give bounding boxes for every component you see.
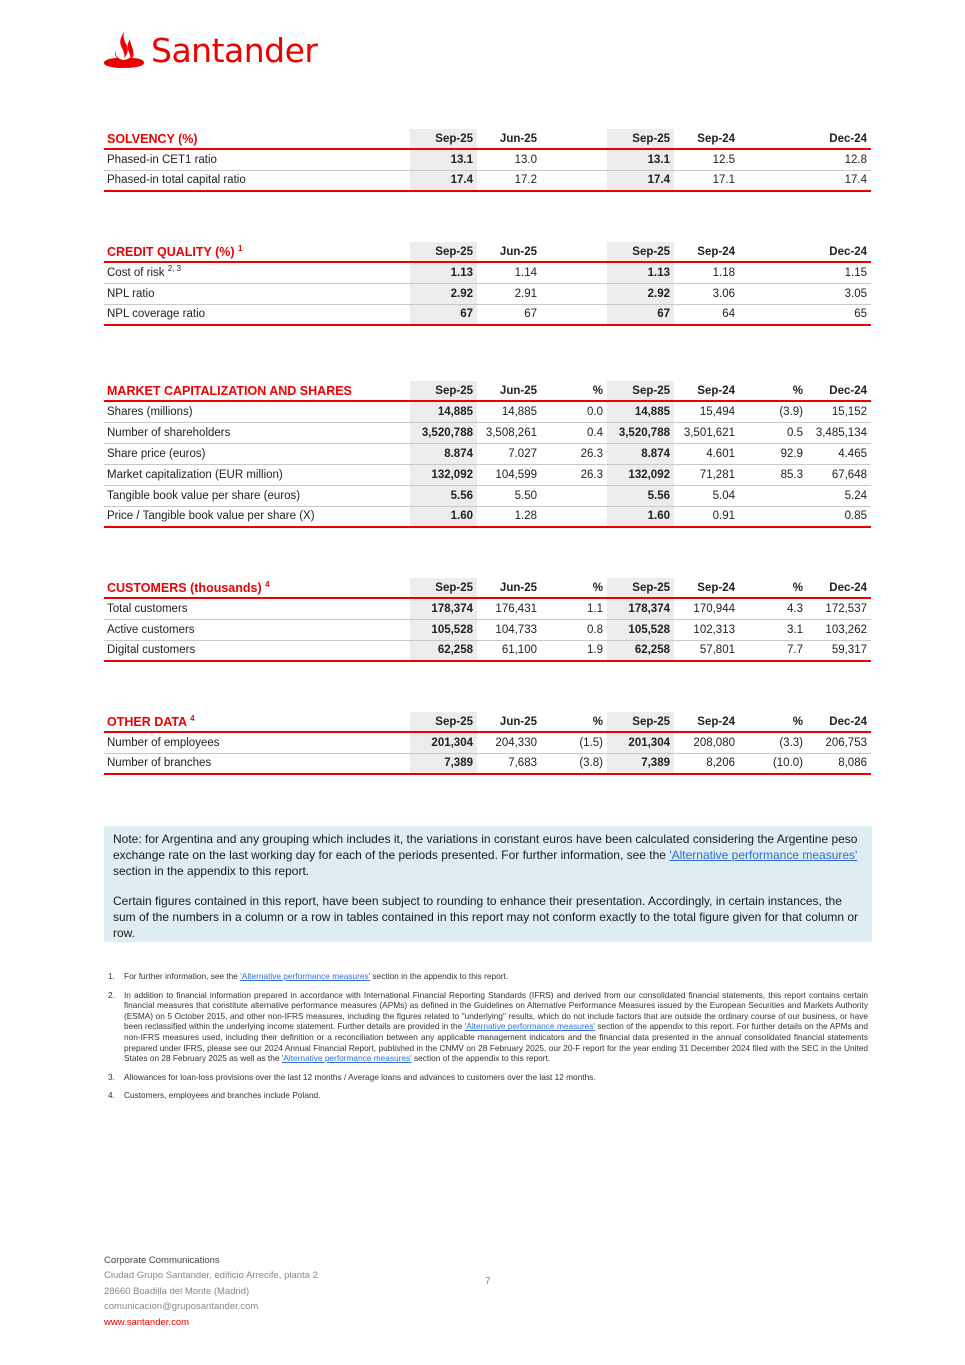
cell: 65 [854, 308, 867, 321]
solvency-table [104, 129, 871, 192]
footnote-ref: 1 [238, 243, 243, 253]
col-header: Sep-25 [410, 578, 477, 598]
cell: 132,092 [410, 464, 477, 485]
cell: 3,520,788 [410, 422, 477, 443]
table-header-row [104, 381, 871, 401]
col-header: Sep-25 [410, 712, 477, 732]
department: Corporate Communications [104, 1255, 220, 1266]
contact-info [104, 1253, 318, 1330]
cell: 92.9 [780, 447, 803, 460]
row-label: Price / Tangible book value per share (X) [107, 510, 315, 523]
cell: 15,152 [831, 405, 867, 418]
cell: 1.18 [712, 266, 735, 279]
cell: 3,508,261 [485, 426, 537, 439]
cell: 5.56 [607, 485, 674, 506]
row-label: NPL ratio [107, 287, 155, 300]
cell: 7,389 [607, 753, 674, 774]
table-row [104, 640, 871, 661]
row-label: Market capitalization (EUR million) [107, 468, 283, 481]
cell: 170,944 [693, 602, 735, 615]
cell: 12.5 [712, 153, 735, 166]
cell: 1.14 [514, 266, 537, 279]
row-label: Number of employees [107, 736, 220, 749]
cell: 62,258 [607, 640, 674, 661]
footnote-3: 3. Allowances for loan-loss provisions over the last 12 months / Average loans and advances to customers over the last 12 months. [108, 1071, 596, 1082]
cell [739, 262, 807, 283]
row-label: Phased-in total capital ratio [107, 174, 246, 187]
col-header [739, 129, 807, 149]
cell: 3.05 [844, 287, 867, 300]
table-title: CUSTOMERS (thousands) $^4$ [107, 579, 270, 595]
col-header: Sep-24 [697, 132, 735, 145]
cell: 17.4 [607, 170, 674, 191]
col-header: % [592, 715, 603, 728]
cell: 3,485,134 [815, 426, 867, 439]
row-label: Shares (millions) [107, 405, 193, 418]
col-header: Sep-24 [697, 715, 735, 728]
col-header: % [792, 715, 803, 728]
col-header: Jun-25 [499, 132, 537, 145]
row-label: Number of branches [107, 757, 212, 770]
cell [739, 506, 807, 527]
footnotes [108, 971, 868, 1109]
cell: 201,304 [410, 732, 477, 753]
cell: 201,304 [607, 732, 674, 753]
cell [739, 304, 807, 325]
cell: 67 [524, 308, 537, 321]
footnote-ref: 4 [190, 713, 195, 723]
cell [541, 149, 607, 170]
cell: 178,374 [607, 598, 674, 619]
cell: 12.8 [844, 153, 867, 166]
table-row [104, 262, 871, 283]
cell: 13.0 [514, 153, 537, 166]
col-header: Dec-24 [829, 132, 867, 145]
cell: 3,520,788 [607, 422, 674, 443]
col-header: Sep-25 [410, 381, 477, 401]
col-header: Sep-25 [607, 712, 674, 732]
cell [739, 485, 807, 506]
cell: 2.92 [410, 283, 477, 304]
cell: 17.1 [712, 174, 735, 187]
row-label: Share price (euros) [107, 447, 206, 460]
cell: 67 [607, 304, 674, 325]
table-row [104, 485, 871, 506]
cell: 13.1 [607, 149, 674, 170]
cell: 172,537 [825, 602, 867, 615]
row-label: Phased-in CET1 ratio [107, 153, 217, 166]
cell [541, 283, 607, 304]
cell: 17.2 [514, 174, 537, 187]
cell: 67,648 [831, 468, 867, 481]
cell: 3.1 [787, 623, 803, 636]
cell: 4.465 [838, 447, 867, 460]
note-paragraph: Note: for Argentina and any grouping which includes it, the variations in constant euros have been calculated considering the Argentine peso exchange rate on the last working day for each of the periods presented. For further information, see the 'Alternative performance measures' section in the appendix to this report. [113, 832, 858, 878]
cell: 4.601 [706, 447, 735, 460]
col-header: % [592, 581, 603, 594]
cell: 14,885 [607, 401, 674, 422]
cell: 1.28 [514, 510, 537, 523]
col-header: Sep-25 [410, 129, 477, 149]
cell: 8.874 [607, 443, 674, 464]
row-label: Active customers [107, 623, 195, 636]
col-header: Jun-25 [499, 245, 537, 258]
apm-link[interactable]: 'Alternative performance measures' [669, 848, 858, 862]
santander-logo [103, 31, 317, 69]
table-row [104, 149, 871, 170]
cell: 26.3 [580, 468, 603, 481]
col-header: Sep-25 [607, 242, 674, 262]
col-header: Dec-24 [829, 581, 867, 594]
customers-table [104, 578, 871, 662]
table-row [104, 619, 871, 640]
cell: 17.4 [410, 170, 477, 191]
cell: 85.3 [780, 468, 803, 481]
cell: 2.92 [607, 283, 674, 304]
table-title: MARKET CAPITALIZATION AND SHARES [107, 383, 352, 398]
col-header: Sep-24 [697, 384, 735, 397]
row-label: NPL coverage ratio [107, 308, 206, 321]
cell: 14,885 [410, 401, 477, 422]
cell: 1.13 [410, 262, 477, 283]
cell: 64 [722, 308, 735, 321]
market-cap-table [104, 381, 871, 528]
row-label: Digital customers [107, 644, 196, 657]
col-header: Sep-24 [697, 581, 735, 594]
footnote-4: 4. Customers, employees and branches include Poland. [108, 1090, 321, 1101]
cell: 7,683 [508, 757, 537, 770]
cell [541, 262, 607, 283]
cell: 0.5 [787, 426, 803, 439]
cell: 8.874 [410, 443, 477, 464]
cell: 8,086 [838, 757, 867, 770]
col-header: Sep-25 [607, 578, 674, 598]
table-row [104, 732, 871, 753]
cell: (10.0) [772, 757, 803, 770]
cell: 0.8 [587, 623, 603, 636]
cell: 132,092 [607, 464, 674, 485]
cell: 3.06 [712, 287, 735, 300]
cell: 0.0 [587, 405, 603, 418]
cell: 1.9 [587, 644, 603, 657]
row-label: Tangible book value per share (euros) [107, 489, 301, 502]
cell: 206,753 [825, 736, 867, 749]
cell: 7,389 [410, 753, 477, 774]
table-row [104, 506, 871, 527]
cell: 3,501,621 [683, 426, 735, 439]
row-label: Number of shareholders [107, 426, 231, 439]
cell: 204,330 [495, 736, 537, 749]
col-header [541, 242, 607, 262]
cell: 0.85 [844, 510, 867, 523]
note-paragraph: Certain figures contained in this report, have been subject to rounding to enhance their presentation. Accordingly, in certain instances, the sum of the numbers in a column or a row in tables contained in this report may not conform exactly to the total figure given for that column or row. [113, 894, 859, 940]
cell [541, 170, 607, 191]
cell: 5.04 [712, 489, 735, 502]
page-number: 7 [485, 1276, 491, 1287]
cell: 4.3 [787, 602, 803, 615]
col-header: Sep-25 [410, 242, 477, 262]
table-title: OTHER DATA $^4$ [107, 713, 195, 729]
apm-link[interactable]: 'Alternative performance measures' [281, 1053, 412, 1064]
cell: 59,317 [831, 644, 867, 657]
col-header: % [792, 581, 803, 594]
table-row [104, 283, 871, 304]
cell: 7.7 [787, 644, 803, 657]
col-header: Dec-24 [829, 245, 867, 258]
table-header-row [104, 578, 871, 598]
cell: 0.4 [587, 426, 603, 439]
row-label: Cost of risk $^{2, 3}$ [107, 263, 182, 279]
santander-flame-icon [103, 31, 145, 69]
cell [541, 506, 607, 527]
cell: (3.8) [579, 757, 603, 770]
cell: 1.15 [844, 266, 867, 279]
cell [739, 170, 807, 191]
other-data-table [104, 712, 871, 775]
apm-link[interactable]: 'Alternative performance measures' [464, 1021, 595, 1032]
col-header: % [792, 384, 803, 397]
cell: 8,206 [706, 757, 735, 770]
table-row [104, 422, 871, 443]
cell: (3.3) [779, 736, 803, 749]
cell: 0.91 [712, 510, 735, 523]
table-row [104, 598, 871, 619]
col-header: Sep-24 [697, 245, 735, 258]
cell: 105,528 [410, 619, 477, 640]
cell: (1.5) [579, 736, 603, 749]
apm-link[interactable]: 'Alternative performance measures' [240, 971, 371, 981]
table-row [104, 443, 871, 464]
cell: 1.60 [410, 506, 477, 527]
table-row [104, 170, 871, 191]
col-header: Sep-25 [607, 129, 674, 149]
table-header-row [104, 712, 871, 732]
col-header: Jun-25 [499, 384, 537, 397]
table-row [104, 401, 871, 422]
cell: 104,733 [495, 623, 537, 636]
cell: 15,494 [699, 405, 735, 418]
cell: 178,374 [410, 598, 477, 619]
table-row [104, 464, 871, 485]
col-header [739, 242, 807, 262]
table-header-row [104, 242, 871, 262]
row-label: Total customers [107, 602, 188, 615]
footnote-1: 1. For further information, see the 'Alternative performance measures' section in the appendix to this report. [108, 971, 509, 981]
cell: 103,262 [825, 623, 867, 636]
cell: 57,801 [699, 644, 735, 657]
col-header: Dec-24 [829, 715, 867, 728]
cell: 13.1 [410, 149, 477, 170]
cell: 71,281 [699, 468, 735, 481]
cell: 102,313 [693, 623, 735, 636]
cell: 2.91 [514, 287, 537, 300]
cell: 5.24 [844, 489, 867, 502]
col-header: Jun-25 [499, 581, 537, 594]
footnote-2: 2. In addition to financial information prepared in accordance with International Financial Reporting Standards (IFRS) and derived from our consolidated financial statements, this report contains certain financial measures that constitute alternative performance measures (APMs) as defined in the Guidelines on Alternative Performance Measures issued by the European Securities and Markets Authority (ESMA) on 5 October 2015, and other non-IFRS measures, including the figures related to "underlying" results, which do not include factors that are outside the ordinary course of our business, or have been reclassified within the underlying income statement. Further details are provided in the 'Alternative performance measures' section of the appendix to this report. For further details on the APMs and non-IFRS measures used, including their definition or a reconciliation between any applicable management indicators and the financial data presented in the annual consolidated financial statements prepared under IFRS, please see our 2024 Annual Financial Report, published in the CNMV on 28 February 2025, our 20-F report for the year ending 31 December 2024 filed with the SEC in the United States on 28 February 2025 as well as the 'Alternative performance measures' section of the appendix to this report. [108, 989, 868, 1064]
credit-quality-table [104, 242, 871, 326]
cell [541, 304, 607, 325]
cell [541, 485, 607, 506]
cell: 26.3 [580, 447, 603, 460]
cell: 105,528 [607, 619, 674, 640]
table-row [104, 304, 871, 325]
email-link[interactable]: comunicacion@gruposantander.com [104, 1301, 259, 1313]
cell: 104,599 [495, 468, 537, 481]
cell: (3.9) [779, 405, 803, 418]
cell [739, 283, 807, 304]
cell: 61,100 [501, 644, 537, 657]
cell: 5.50 [514, 489, 537, 502]
col-header [541, 129, 607, 149]
address-line: Ciudad Grupo Santander, edificio Arrecife, planta 2 [104, 1270, 318, 1282]
address-line: 28660 Boadilla del Monte (Madrid) [104, 1285, 250, 1297]
cell: 67 [410, 304, 477, 325]
cell: 5.56 [410, 485, 477, 506]
brand-name: Santander [151, 30, 318, 70]
col-header: Sep-25 [607, 381, 674, 401]
cell: 1.1 [587, 602, 603, 615]
col-header: % [592, 384, 603, 397]
cell [739, 149, 807, 170]
cell: 1.60 [607, 506, 674, 527]
col-header: Dec-24 [829, 384, 867, 397]
cell: 62,258 [410, 640, 477, 661]
cell: 208,080 [693, 736, 735, 749]
table-title: CREDIT QUALITY (%) $^1$ [107, 243, 243, 259]
cell: 7.027 [508, 447, 537, 460]
table-row [104, 753, 871, 774]
note-box [104, 826, 872, 942]
cell: 1.13 [607, 262, 674, 283]
footnote-ref: 4 [265, 579, 270, 589]
table-title: SOLVENCY (%) [107, 131, 198, 146]
cell: 176,431 [495, 602, 537, 615]
table-header-row [104, 129, 871, 149]
cell: 17.4 [844, 174, 867, 187]
cell: 14,885 [501, 405, 537, 418]
col-header: Jun-25 [499, 715, 537, 728]
website-link[interactable]: www.santander.com [104, 1316, 190, 1328]
footnote-ref: 2, 3 [167, 263, 182, 273]
